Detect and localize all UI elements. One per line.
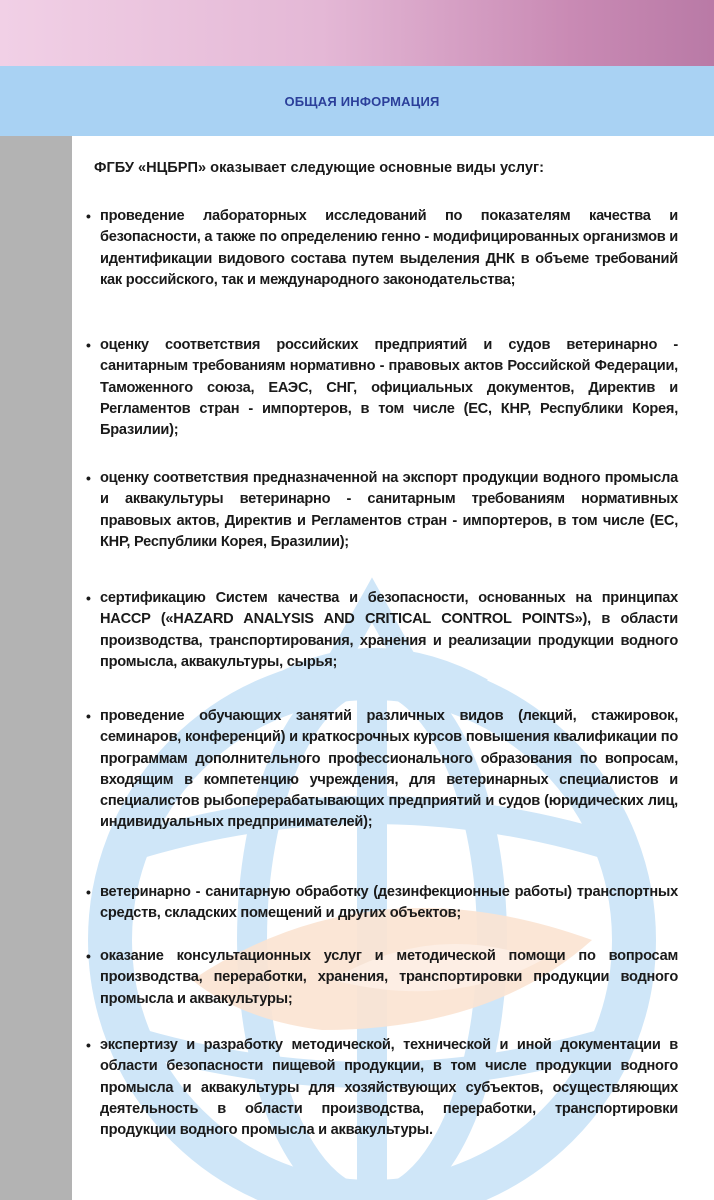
- bullet-icon: •: [86, 590, 91, 606]
- list-item: [86, 588, 678, 673]
- list-item: [86, 706, 678, 834]
- top-gradient-band: [0, 0, 714, 66]
- bullet-icon: •: [86, 708, 91, 724]
- header-bar: [0, 66, 714, 136]
- intro-text: ФГБУ «НЦБРП» оказывает следующие основные виды услуг:: [94, 160, 544, 176]
- list-item-text: проведение лабораторных исследований по показателям качества и безопасности, а также по определению генно - модифицированных организмов и идентификации видового состава путем выделения ДНК в объеме требований как российского, так и международного законодательства;: [100, 208, 679, 288]
- list-item: [86, 206, 678, 291]
- bullet-icon: •: [86, 337, 91, 353]
- list-item-text: экспертизу и разработку методической, технической и иной документации в области безопасности пищевой продукции, в том числе продукции водного промысла и аквакультуры для хозяйствующих субъектов, осуществляющих деятельность в области производства, переработки, транспортировки продукции водного промысла и аквакультуры.: [100, 1037, 678, 1139]
- list-item: [86, 946, 678, 1010]
- list-item: [86, 468, 678, 553]
- list-item-text: сертификацию Систем качества и безопасности, основанных на принципах HACCP («HAZARD ANALYSIS AND CRITICAL CONTROL POINTS»), в области производства, транспортирования, хранения и реализации продукции водного промысла, аквакультуры, сырья;: [100, 590, 678, 670]
- bullet-icon: •: [86, 1037, 91, 1053]
- list-item: [86, 335, 678, 441]
- list-item-text: оценку соответствия предназначенной на экспорт продукции водного промысла и аквакультуры ветеринарно - санитарным требованиям нормативных правовых актов, Директив и Регламентов стран - импортеров, в том числе (ЕС, КНР, Республики Корея, Бразилии);: [100, 470, 678, 550]
- bullet-icon: •: [86, 470, 91, 486]
- content-area: [72, 136, 692, 1200]
- left-side-bar: [0, 136, 72, 1200]
- list-item: [86, 882, 678, 925]
- bullet-icon: •: [86, 884, 91, 900]
- list-item-text: оказание консультационных услуг и методической помощи по вопросам производства, переработки, хранения, транспортировки продукции водного промысла и аквакультуры;: [100, 948, 678, 1007]
- list-item-text: ветеринарно - санитарную обработку (дезинфекционные работы) транспортных средств, складских помещений и других объектов;: [100, 884, 678, 922]
- list-item: [86, 1035, 678, 1141]
- section-title: ОБЩАЯ ИНФОРМАЦИЯ: [284, 93, 440, 109]
- bullet-icon: •: [86, 948, 91, 964]
- list-item-text: проведение обучающих занятий различных видов (лекций, стажировок, семинаров, конференций) и краткосрочных курсов повышения квалификации по программам дополнительного профессионального образования по вопросам, входящим в компетенцию учреждения, для ветеринарных специалистов и специалистов рыбоперерабатывающих предприятий и судов (юридических лиц, индивидуальных предпринимателей);: [100, 708, 678, 831]
- list-item-text: оценку соответствия российских предприятий и судов ветеринарно - санитарным требованиям нормативно - правовых актов Российской Федерации, Таможенного союза, ЕАЭС, СНГ, официальных документов, Директив и Регламентов стран - импортеров, в том числе (ЕС, КНР, Республики Корея, Бразилии);: [100, 337, 678, 439]
- bullet-icon: •: [86, 208, 91, 224]
